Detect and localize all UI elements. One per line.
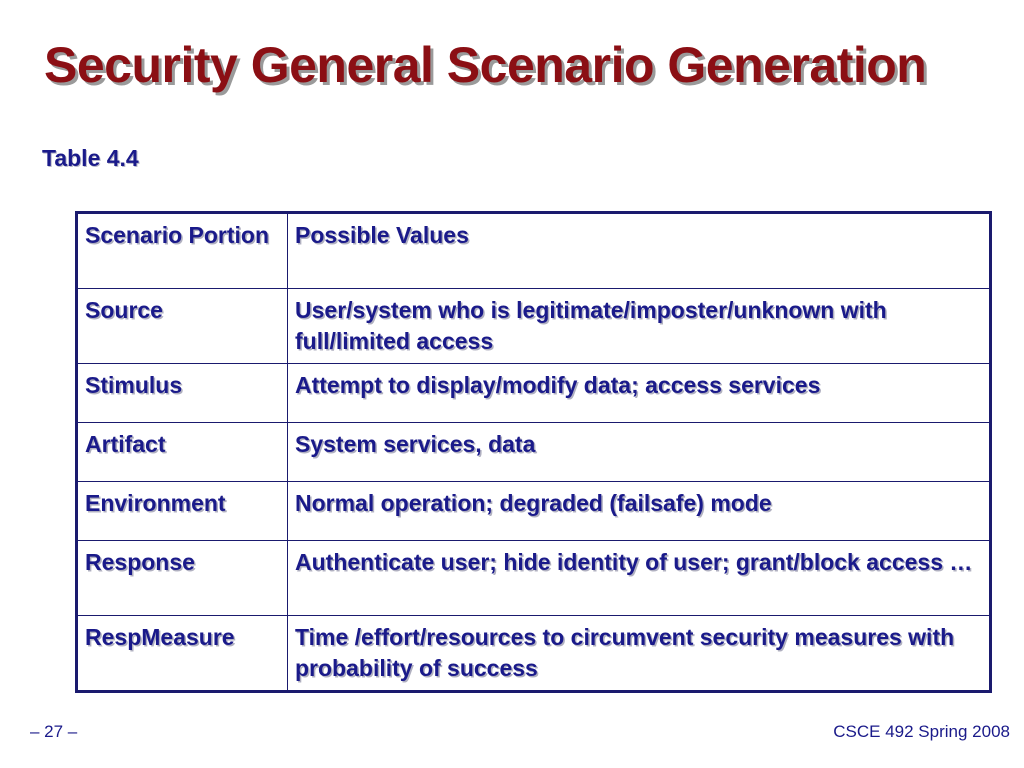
header-scenario-portion: Scenario Portion [77,213,288,289]
header-possible-values: Possible Values [288,213,991,289]
row-portion-cell: Response [77,541,288,616]
row-values-cell: Time /effort/resources to circumvent security measures with probability of success [288,616,991,692]
table-row [77,616,991,692]
table-row [77,364,991,423]
table-header-row [77,213,991,289]
row-portion-cell: Artifact [77,423,288,482]
row-values-cell: Normal operation; degraded (failsafe) mode [288,482,991,541]
row-values-cell: Attempt to display/modify data; access services [288,364,991,423]
row-portion-cell: Stimulus [77,364,288,423]
slide-title: Security General Scenario Generation [44,37,927,93]
table-caption: Table 4.4 [42,145,139,171]
row-values-cell: System services, data [288,423,991,482]
table-row [77,482,991,541]
scenario-table [75,211,992,693]
row-portion-cell: RespMeasure [77,616,288,692]
row-values-cell: User/system who is legitimate/imposter/unknown with full/limited access [288,289,991,364]
table-row [77,289,991,364]
footer-course-label: CSCE 492 Spring 2008 [833,722,1010,741]
table-row [77,423,991,482]
row-portion-cell: Environment [77,482,288,541]
row-values-cell: Authenticate user; hide identity of user; grant/block access … [288,541,991,616]
table-row [77,541,991,616]
page-number: – 27 – [30,722,78,741]
row-portion-cell: Source [77,289,288,364]
